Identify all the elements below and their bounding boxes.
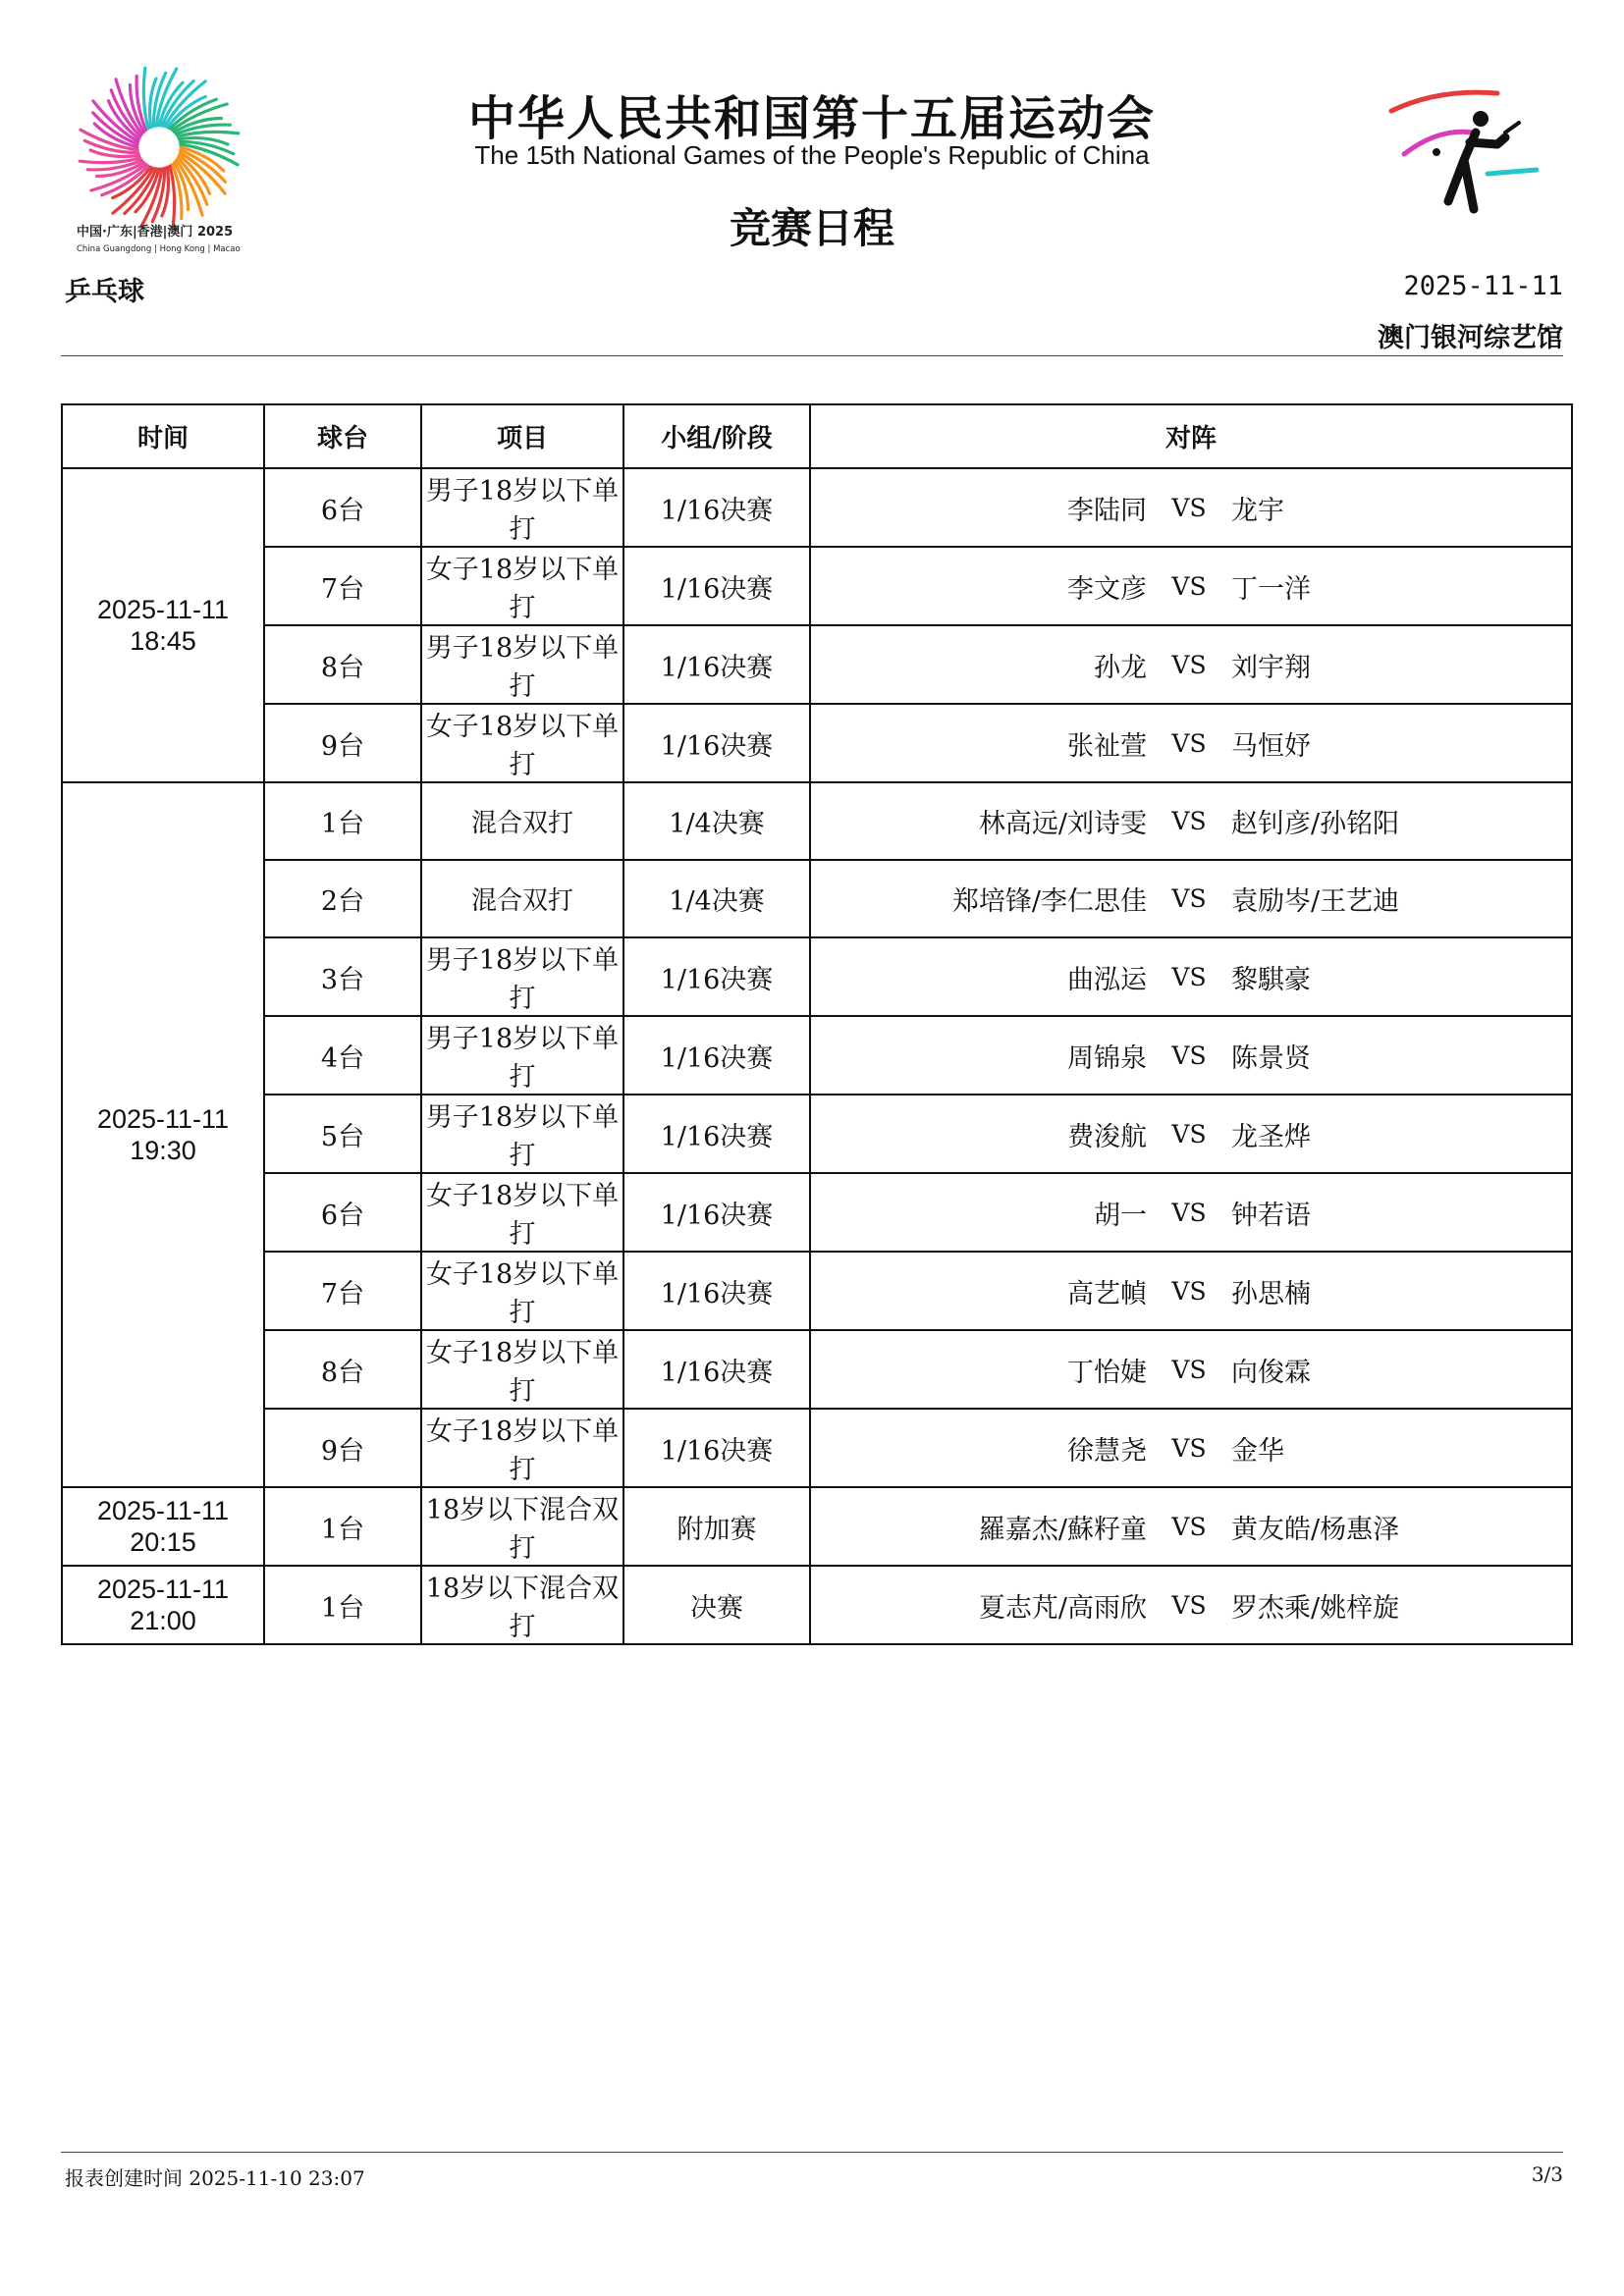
column-header-table: 球台 <box>264 404 421 468</box>
table-number-cell: 6台 <box>264 1173 421 1252</box>
table-number-cell: 2台 <box>264 860 421 937</box>
vs-label: VS <box>1171 493 1207 522</box>
player-one: 李文彦 <box>1067 573 1147 605</box>
match-cell <box>810 1095 1572 1173</box>
player-one: 夏志芃/高雨欣 <box>978 1592 1147 1624</box>
event-cell: 男子18岁以下单打 <box>421 468 623 547</box>
header-divider <box>61 355 1563 356</box>
event-cell: 女子18岁以下单打 <box>421 1252 623 1330</box>
event-cell: 男子18岁以下单打 <box>421 937 623 1016</box>
table-number-cell: 7台 <box>264 1252 421 1330</box>
match-cell <box>810 1016 1572 1095</box>
vs-label: VS <box>1171 1276 1207 1306</box>
report-created-time: 报表创建时间 2025-11-10 23:07 <box>65 2166 365 2190</box>
table-row <box>62 625 1572 704</box>
vs-label: VS <box>1171 1355 1207 1384</box>
table-number-cell: 8台 <box>264 625 421 704</box>
player-two: 丁一洋 <box>1231 573 1311 605</box>
vs-label: VS <box>1171 807 1207 835</box>
player-two: 黄友皓/杨惠泽 <box>1231 1514 1400 1545</box>
table-row <box>62 468 1572 547</box>
player-one: 徐慧尧 <box>1067 1435 1147 1467</box>
match-cell <box>810 1487 1572 1566</box>
footer-divider <box>61 2152 1563 2153</box>
match-cell <box>810 860 1572 937</box>
match-cell <box>810 1173 1572 1252</box>
time-cell: 2025-11-11 19:30 <box>62 782 264 1487</box>
table-row <box>62 1016 1572 1095</box>
vs-label: VS <box>1171 1433 1207 1463</box>
match-cell <box>810 704 1572 782</box>
vs-label: VS <box>1171 571 1207 601</box>
stage-cell: 1/16决赛 <box>623 1252 810 1330</box>
match-cell <box>810 782 1572 860</box>
table-number-cell: 1台 <box>264 1566 421 1644</box>
player-two: 刘宇翔 <box>1231 652 1311 683</box>
player-one: 张祉萱 <box>1067 730 1147 762</box>
stage-cell: 1/16决赛 <box>623 1330 810 1409</box>
player-two: 陈景贤 <box>1231 1042 1311 1074</box>
table-row <box>62 937 1572 1016</box>
event-cell: 混合双打 <box>421 782 623 860</box>
event-cell: 男子18岁以下单打 <box>421 1095 623 1173</box>
player-one: 曲泓运 <box>1067 964 1147 995</box>
table-number-cell: 1台 <box>264 1487 421 1566</box>
vs-label: VS <box>1171 884 1207 913</box>
match-cell <box>810 625 1572 704</box>
match-cell <box>810 468 1572 547</box>
schedule-table <box>61 403 1573 1645</box>
stage-cell: 1/4决赛 <box>623 782 810 860</box>
player-two: 袁励岑/王艺迪 <box>1231 886 1400 917</box>
player-one: 丁怡婕 <box>1067 1357 1147 1388</box>
table-number-cell: 5台 <box>264 1095 421 1173</box>
table-number-cell: 6台 <box>264 468 421 547</box>
column-header-event: 项目 <box>421 404 623 468</box>
stage-cell: 1/4决赛 <box>623 860 810 937</box>
table-number-cell: 9台 <box>264 1409 421 1487</box>
match-cell <box>810 1409 1572 1487</box>
event-cell: 女子18岁以下单打 <box>421 1409 623 1487</box>
match-cell <box>810 1566 1572 1644</box>
player-two: 孙思楠 <box>1231 1278 1311 1309</box>
table-row <box>62 1252 1572 1330</box>
table-number-cell: 8台 <box>264 1330 421 1409</box>
emblem-text-en: China Guangdong | Hong Kong | Macao <box>77 244 241 254</box>
stage-cell: 1/16决赛 <box>623 1016 810 1095</box>
player-one: 郑培锋/李仁思佳 <box>951 886 1147 917</box>
event-cell: 女子18岁以下单打 <box>421 1173 623 1252</box>
table-number-cell: 3台 <box>264 937 421 1016</box>
player-two: 赵钊彦/孙铭阳 <box>1231 809 1400 839</box>
event-cell: 18岁以下混合双打 <box>421 1566 623 1644</box>
player-one: 林高远/刘诗雯 <box>978 809 1147 839</box>
stage-cell: 1/16决赛 <box>623 704 810 782</box>
vs-label: VS <box>1171 1119 1207 1148</box>
sport-name: 乒乓球 <box>65 277 144 307</box>
event-cell: 女子18岁以下单打 <box>421 1330 623 1409</box>
table-row <box>62 1095 1572 1173</box>
stage-cell: 1/16决赛 <box>623 1409 810 1487</box>
table-number-cell: 9台 <box>264 704 421 782</box>
stage-cell: 1/16决赛 <box>623 547 810 625</box>
player-two: 龙圣烨 <box>1231 1121 1311 1152</box>
player-one: 周锦泉 <box>1067 1042 1147 1074</box>
vs-label: VS <box>1171 1198 1207 1227</box>
games-title-en: The 15th National Games of the People's Republic of China <box>474 140 1150 170</box>
event-cell: 女子18岁以下单打 <box>421 704 623 782</box>
page-title: 竞赛日程 <box>729 204 894 252</box>
emblem-text-cn: 中国·广东|香港|澳门 2025 <box>77 225 234 240</box>
vs-label: VS <box>1171 1512 1207 1541</box>
time-cell: 2025-11-11 20:15 <box>62 1487 264 1566</box>
games-title-cn: 中华人民共和国第十五届运动会 <box>467 91 1156 146</box>
table-row <box>62 1330 1572 1409</box>
stage-cell: 1/16决赛 <box>623 468 810 547</box>
table-row <box>62 782 1572 860</box>
player-one: 李陆同 <box>1067 495 1147 526</box>
column-header-match: 对阵 <box>810 404 1572 468</box>
player-two: 龙宇 <box>1231 495 1284 526</box>
player-one: 胡一 <box>1094 1200 1147 1231</box>
match-cell <box>810 1252 1572 1330</box>
stage-cell: 1/16决赛 <box>623 625 810 704</box>
stage-cell: 1/16决赛 <box>623 937 810 1016</box>
event-cell: 男子18岁以下单打 <box>421 625 623 704</box>
vs-label: VS <box>1171 650 1207 679</box>
vs-label: VS <box>1171 1041 1207 1070</box>
player-two: 金华 <box>1231 1435 1284 1467</box>
event-cell: 女子18岁以下单打 <box>421 547 623 625</box>
player-two: 黎騏豪 <box>1231 964 1311 995</box>
table-row <box>62 1173 1572 1252</box>
match-cell <box>810 547 1572 625</box>
table-row <box>62 1566 1572 1644</box>
schedule-date: 2025-11-11 <box>1403 271 1563 301</box>
player-two: 马恒妤 <box>1231 730 1311 762</box>
table-row <box>62 1409 1572 1487</box>
player-one: 羅嘉杰/蘇籽童 <box>978 1514 1147 1545</box>
vs-label: VS <box>1171 962 1207 991</box>
table-row <box>62 704 1572 782</box>
player-two: 罗杰乘/姚梓旋 <box>1231 1592 1400 1624</box>
player-one: 费浚航 <box>1067 1121 1147 1152</box>
stage-cell: 1/16决赛 <box>623 1095 810 1173</box>
time-cell: 2025-11-11 21:00 <box>62 1566 264 1644</box>
event-cell: 18岁以下混合双打 <box>421 1487 623 1566</box>
vs-label: VS <box>1171 728 1207 758</box>
table-row <box>62 860 1572 937</box>
stage-cell: 决赛 <box>623 1566 810 1644</box>
stage-cell: 附加赛 <box>623 1487 810 1566</box>
event-cell: 男子18岁以下单打 <box>421 1016 623 1095</box>
venue-name: 澳门银河综艺馆 <box>1378 323 1563 353</box>
match-cell <box>810 937 1572 1016</box>
table-number-cell: 7台 <box>264 547 421 625</box>
table-row <box>62 547 1572 625</box>
match-cell <box>810 1330 1572 1409</box>
stage-cell: 1/16决赛 <box>623 1173 810 1252</box>
vs-label: VS <box>1171 1590 1207 1620</box>
table-number-cell: 4台 <box>264 1016 421 1095</box>
table-number-cell: 1台 <box>264 782 421 860</box>
player-two: 向俊霖 <box>1231 1357 1311 1388</box>
player-one: 高艺幀 <box>1067 1278 1147 1309</box>
table-row <box>62 1487 1572 1566</box>
player-two: 钟若语 <box>1231 1200 1311 1231</box>
column-header-time: 时间 <box>62 404 264 468</box>
player-one: 孙龙 <box>1094 652 1147 683</box>
time-cell: 2025-11-11 18:45 <box>62 468 264 782</box>
column-header-stage: 小组/阶段 <box>623 404 810 468</box>
table-header-row <box>62 404 1572 468</box>
page-number: 3/3 <box>1531 2163 1563 2186</box>
event-cell: 混合双打 <box>421 860 623 937</box>
